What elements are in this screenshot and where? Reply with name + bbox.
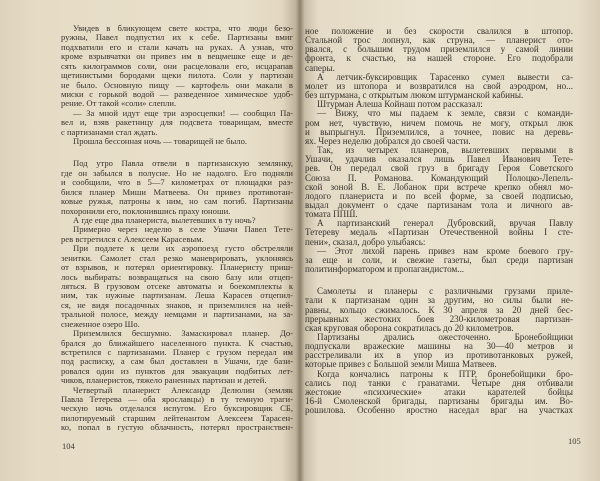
text-line: Приземлился бесшумно. Замаскировал планер. До-: [73, 328, 293, 339]
text-line: При подлете к цели их аэропоезд густо обстреляли: [73, 243, 293, 254]
text-line: Штурман Алеша Койнаш потом рассказал:: [317, 99, 483, 110]
paragraph: [61, 225, 293, 244]
text-line: ное положение и без скорости свалился в штопор.: [305, 26, 573, 36]
text-line: Прошла бессонная ночь — товарищей не было.: [73, 136, 248, 147]
text-line: без штурмана, с открытым люком штурманской кабины.: [305, 90, 524, 101]
page-number-right: 105: [568, 436, 581, 446]
text-line: тральной полосе, между немцами и партизанами, на за-: [61, 309, 293, 320]
text-line: ром нет, чувствую, ничем помочь не могу, открыл люк: [305, 117, 573, 128]
text-line: ним, так нужные партизанам. Леша Карасев отцепил-: [61, 290, 293, 301]
paragraph: [305, 146, 573, 219]
paragraph: [61, 137, 293, 146]
text-line: миски с горькой водой — разведенное химическое удоб-: [61, 88, 293, 99]
paragraph: [61, 159, 293, 216]
paragraph: [305, 219, 573, 246]
text-line: жестокие «психические» атаки карателей бойцы: [305, 386, 573, 397]
text-line: Стальной трос лопнул, как струна, — планерист ото-: [305, 35, 573, 46]
text-line: Увидев в бликующем свете костра, что люди безо-: [73, 23, 293, 33]
text-line: и сообщили, что в 5—7 километрах от площадки раз-: [61, 177, 293, 188]
text-line: лось выбирать: возвращаться на свою базу или отцеп-: [61, 271, 293, 282]
text-line: А партизанский генерал Дубровский, вручая Павлу: [317, 218, 573, 229]
text-line: рошилова. Особенно яростно наседал враг на участках: [305, 405, 573, 416]
text-line: ская круговая оборона сократилась до 20 километров.: [305, 322, 514, 333]
text-line: А летчик-буксировщик Тарасенко сумел вывести са-: [317, 71, 573, 82]
text-line: ской зоной В. Е. Лобанок при встрече крепко обнял мо-: [305, 181, 573, 192]
text-line: Тетереву медаль «Партизан Отечественной войны I сте-: [305, 227, 573, 238]
text-line: прерывных жестоких боев 230-километровая партизан-: [305, 313, 573, 324]
text-line: ся, не видя посадочных знаков, и приземлился на ней-: [61, 299, 293, 310]
text-line: рвался, с большим трудом приземлился у самой линии: [305, 44, 573, 55]
paragraph: [305, 27, 573, 73]
text-line: сять килограммов соли, они расцеловали его, исцарапав: [61, 60, 293, 71]
text-line: не было. Основную пищу — картофель они макали в: [61, 79, 293, 90]
text-line: пилотируемый старшим лейтенантом Алексеем Тарасен-: [61, 412, 293, 423]
text-line: — За мной идут еще три аэросцепки! — сообщил Па-: [73, 107, 293, 118]
paragraph: [61, 24, 293, 109]
paragraph: [61, 386, 293, 433]
text-line: Ушачи, удачлив оказался лишь Павел Иванович Тете-: [305, 154, 573, 165]
paragraph: [305, 109, 573, 146]
text-line: равны, кольцо сжималось. К 30 апреля за 20 дней бес-: [305, 304, 573, 315]
text-line: — Вижу, что мы падаем к земле, связи с команди-: [317, 108, 573, 119]
text-line: Партизаны дрались ожесточенно. Бронебойщики: [317, 332, 573, 342]
text-line: которые привез с Большой земли Миша Матвеев.: [305, 359, 497, 370]
text-line: похоронили его, поклонившись праху юноши.: [61, 205, 231, 216]
paragraph: [61, 109, 293, 137]
text-line: расстреливали их в упор из противотанковых ружей,: [305, 350, 573, 361]
text-line: Союза П. Романова. Командующий Полоцко-Лепель-: [305, 172, 573, 183]
text-line: с партизанами стал ждать.: [61, 126, 158, 137]
text-line: фронта, к счастью, на нашей стороне. Его подобрали: [305, 53, 573, 64]
text-line: сались под танки с гранатами. Четыре дня отбивали: [305, 377, 573, 388]
text-line: подпускали вражеские машины на 30—40 метров и: [305, 341, 573, 352]
text-line: тали к партизанам один за другим, но силы были не-: [305, 295, 573, 306]
text-line: томата ППШ.: [305, 209, 358, 220]
text-line: пени», сказал, добро улыбаясь:: [305, 236, 426, 247]
text-line: брался до ближайшего населенного пункта. К счастью,: [61, 337, 293, 348]
paragraph: [305, 287, 573, 333]
text-line: А где еще два планериста, вылетевших в ту ночь?: [73, 215, 256, 226]
paragraph: [61, 329, 293, 386]
text-line: Самолеты и планеры с различными грузами приле-: [317, 286, 573, 297]
text-line: Примерно через неделю в селе Ушачи Павел Тете-: [73, 224, 293, 235]
text-line: вел и, взяв ракетницу для подсвета товарищам, вместе: [61, 117, 293, 128]
text-line: под расписку, а сам был доставлен в Ушачи, где бази-: [61, 356, 293, 367]
right-page-text: [305, 27, 573, 415]
text-line: где он забылся в полусне. Но не надолго. Его подняли: [61, 167, 293, 178]
text-line: саперы.: [305, 62, 335, 73]
text-line: ровался один из пунктов для эвакуации подбитых лет-: [61, 365, 293, 376]
text-line: ях. Через неделю добрался до своей части.: [305, 135, 471, 146]
text-line: рев. Он передал свой груз в бригаду Героя Советского: [305, 163, 573, 174]
text-line: молет из штопора и возвратился на свой аэродром, но...: [305, 80, 573, 91]
text-line: от взрывов, и потерял ориентировку. Планеристу приш-: [61, 262, 293, 273]
text-line: Так, из четырех планеров, вылетевших первыми в: [317, 145, 573, 156]
paragraph: [61, 244, 293, 329]
text-line: щетинистыми бородами щеки пилота. Соли у партизан: [61, 70, 293, 81]
text-line: и выпрыгнул. Приземлился, а точнее, повис на деревь-: [305, 126, 573, 137]
text-line: ляться. В грузовом отсеке автоматы и боекомплекты к: [61, 280, 293, 291]
text-line: бился планер Миши Матвеева. Он привез противотан-: [61, 186, 293, 197]
paragraph: [305, 370, 573, 416]
paragraph: [305, 333, 573, 370]
page-number-left: 104: [62, 441, 75, 451]
text-line: за еще и соли, и свежие газеты, был среди партизан: [305, 254, 573, 265]
text-line: выдал документ о сдаче партизанам тола и личного ав-: [305, 199, 573, 210]
text-line: Под утро Павла отвели в партизанскую землянку,: [73, 158, 293, 169]
text-line: рев встретился с Алексеем Карасевым.: [61, 233, 204, 244]
left-page-text: [61, 24, 293, 433]
text-line: Четвертый планерист Александр Делюлин (земляк: [73, 384, 293, 395]
text-line: снеженное озеро Шо.: [61, 318, 140, 329]
text-line: 16-й Смоленской бригады, партизаны бригады им. Во-: [305, 396, 573, 407]
text-line: зенитки. Самолет стал резко маневрировать, уклоняясь: [61, 252, 293, 263]
text-line: ружны, Павел подпустил их к себе. Партизаны вмиг: [61, 32, 293, 43]
text-line: ко, попал в густую облачность, потерял пространствен-: [61, 422, 293, 433]
text-line: кроме взрывчатки он привез им в вещмешке еще и де-: [61, 51, 293, 62]
text-line: ковые ружья, патроны к ним, но сам погиб. Партизаны: [61, 196, 293, 207]
text-line: политинформатором и пропагандистом...: [305, 264, 465, 275]
text-line: лодого планериста и по всей форме, за своей подписью,: [305, 190, 573, 201]
text-line: чиков, планеристов, тяжело раненных партизан и детей.: [61, 375, 267, 386]
text-line: ческую ночь отделался испугом. Его буксировщик СБ,: [61, 403, 293, 414]
text-line: рение. От такой «соли» слепли.: [61, 98, 177, 109]
text-line: — Этот лихой парень привез нам кроме боевого гру-: [317, 245, 573, 256]
text-line: подхватили его и стали качать на руках. А узнав, что: [61, 41, 293, 52]
text-line: Павла Тетерева — оба ярославцы) в ту темную траги-: [61, 394, 293, 405]
paragraph: [305, 247, 573, 274]
paragraph: [305, 73, 573, 100]
text-line: встретился с партизанами. Планер с грузом передал им: [61, 346, 293, 357]
text-line: Когда кончались патроны к ПТР, бронебойщики бро-: [317, 368, 573, 379]
